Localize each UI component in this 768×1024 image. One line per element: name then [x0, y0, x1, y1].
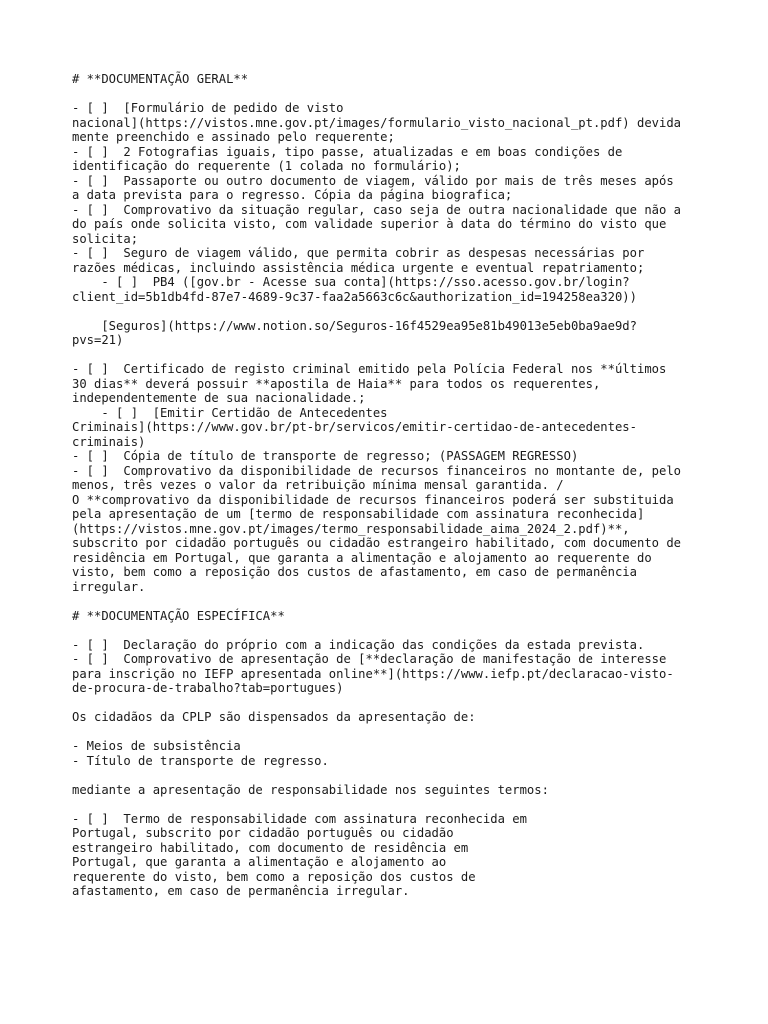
text-line: criminais): [72, 434, 146, 449]
text-line: irregular.: [72, 579, 146, 594]
text-line: subscrito por cidadão português ou cidadão estrangeiro habilitado, com documento de: [72, 536, 682, 550]
text-line: afastamento, em caso de permanência irregular.: [72, 884, 410, 898]
text-line: residência em Portugal, que garanta a alimentação e alojamento ao requerente do: [72, 550, 652, 565]
checklist-item-line: - [ ] Certificado de registo criminal emitido pela Polícia Federal nos **últimos: [72, 362, 667, 376]
checklist-item-line: - [ ] Declaração do próprio com a indicação das condições da estada prevista.: [72, 637, 645, 652]
text-line: requerente do visto, bem como a reposição dos custos de: [72, 869, 476, 884]
text-line: mente preenchido e assinado pelo requerente;: [72, 130, 395, 144]
blank-line: [72, 725, 712, 740]
checklist-item-line: - [ ] [Emitir Certidão de Antecedentes: [72, 405, 388, 420]
text-line: pela apresentação de um [termo de responsabilidade com assinatura reconhecida]: [72, 507, 645, 521]
section-heading: # **DOCUMENTAÇÃO ESPECÍFICA**: [72, 608, 285, 623]
text-line: pvs=21): [72, 333, 124, 347]
bullet-item-line: - Meios de subsistência: [72, 739, 241, 753]
checklist-item-line: - [ ] [Formulário de pedido de visto: [72, 101, 344, 115]
blank-line: [72, 304, 712, 319]
text-line: mediante a apresentação de responsabilidade nos seguintes termos:: [72, 782, 549, 797]
text-line: razões médicas, incluindo assistência médica urgente e eventual repatriamento;: [72, 260, 645, 275]
checklist-item-line: - [ ] Comprovativo de apresentação de [**declaração de manifestação de interesse: [72, 652, 667, 666]
blank-line: [72, 696, 712, 711]
checklist-item-line: - [ ] 2 Fotografias iguais, tipo passe, atualizadas e em boas condições de: [72, 144, 623, 159]
blank-line: [72, 797, 712, 812]
checklist-item-line: - [ ] PB4 ([gov.br - Acesse sua conta](https://sso.acesso.gov.br/login?: [72, 275, 630, 289]
checklist-item-line: - [ ] Passaporte ou outro documento de viagem, válido por mais de três meses após: [72, 173, 674, 188]
text-line: (https://vistos.mne.gov.pt/images/termo_responsabilidade_aima_2024_2.pdf)**,: [72, 521, 630, 536]
text-line: Criminais](https://www.gov.br/pt-br/servicos/emitir-certidao-de-antecedentes-: [72, 420, 637, 434]
text-line: menos, três vezes o valor da retribuição mínima mensal garantida. /: [72, 478, 564, 492]
checklist-item-line: - [ ] Seguro de viagem válido, que permita cobrir as despesas necessárias por: [72, 246, 645, 260]
checklist-item-line: - [ ] Termo de responsabilidade com assinatura reconhecida em: [72, 811, 527, 826]
checklist-item-line: - [ ] Cópia de título de transporte de regresso; (PASSAGEM REGRESSO): [72, 449, 579, 463]
text-line: Portugal, que garanta a alimentação e alojamento ao: [72, 855, 447, 869]
text-line: de-procura-de-trabalho?tab=portugues): [72, 681, 344, 695]
text-line: para inscrição no IEFP apresentada online**](https://www.iefp.pt/declaracao-visto-: [72, 666, 674, 681]
blank-line: [72, 348, 712, 363]
checklist-item-line: - [ ] Comprovativo da situação regular, caso seja de outra nacionalidade que não a: [72, 202, 682, 217]
document-body: [72, 72, 712, 899]
blank-line: [72, 623, 712, 638]
text-line: estrangeiro habilitado, com documento de residência em: [72, 840, 469, 855]
text-line: do país onde solicita visto, com validade superior à data do término do visto que: [72, 217, 667, 231]
text-line: visto, bem como a reposição dos custos de afastamento, em caso de permanência: [72, 565, 637, 579]
text-line: client_id=5b1db4fd-87e7-4689-9c37-faa2a5663c6c&authorization_id=194258ea320)): [72, 289, 637, 304]
blank-line: [72, 87, 712, 102]
section-heading: # **DOCUMENTAÇÃO GERAL**: [72, 72, 249, 86]
text-line: Os cidadãos da CPLP são dispensados da apresentação de:: [72, 710, 476, 724]
blank-line: [72, 768, 712, 783]
text-line: solicita;: [72, 231, 139, 246]
bullet-item-line: - Título de transporte de regresso.: [72, 753, 329, 768]
text-line: 30 dias** deverá possuir **apostila de Haia** para todos os requerentes,: [72, 376, 601, 391]
text-line: [Seguros](https://www.notion.so/Seguros-16f4529ea95e81b49013e5eb0ba9ae9d?: [72, 318, 637, 333]
text-line: identificação do requerente (1 colada no formulário);: [72, 159, 461, 173]
text-line: O **comprovativo da disponibilidade de recursos financeiros poderá ser substituida: [72, 492, 674, 507]
text-line: Portugal, subscrito por cidadão português ou cidadão: [72, 826, 454, 840]
text-line: a data prevista para o regresso. Cópia da página biografica;: [72, 188, 513, 202]
text-line: nacional](https://vistos.mne.gov.pt/images/formulario_visto_nacional_pt.pdf) devida: [72, 115, 682, 130]
checklist-item-line: - [ ] Comprovativo da disponibilidade de recursos financeiros no montante de, pelo: [72, 463, 682, 478]
text-line: independentemente de sua nacionalidade.;: [72, 391, 366, 405]
blank-line: [72, 594, 712, 609]
